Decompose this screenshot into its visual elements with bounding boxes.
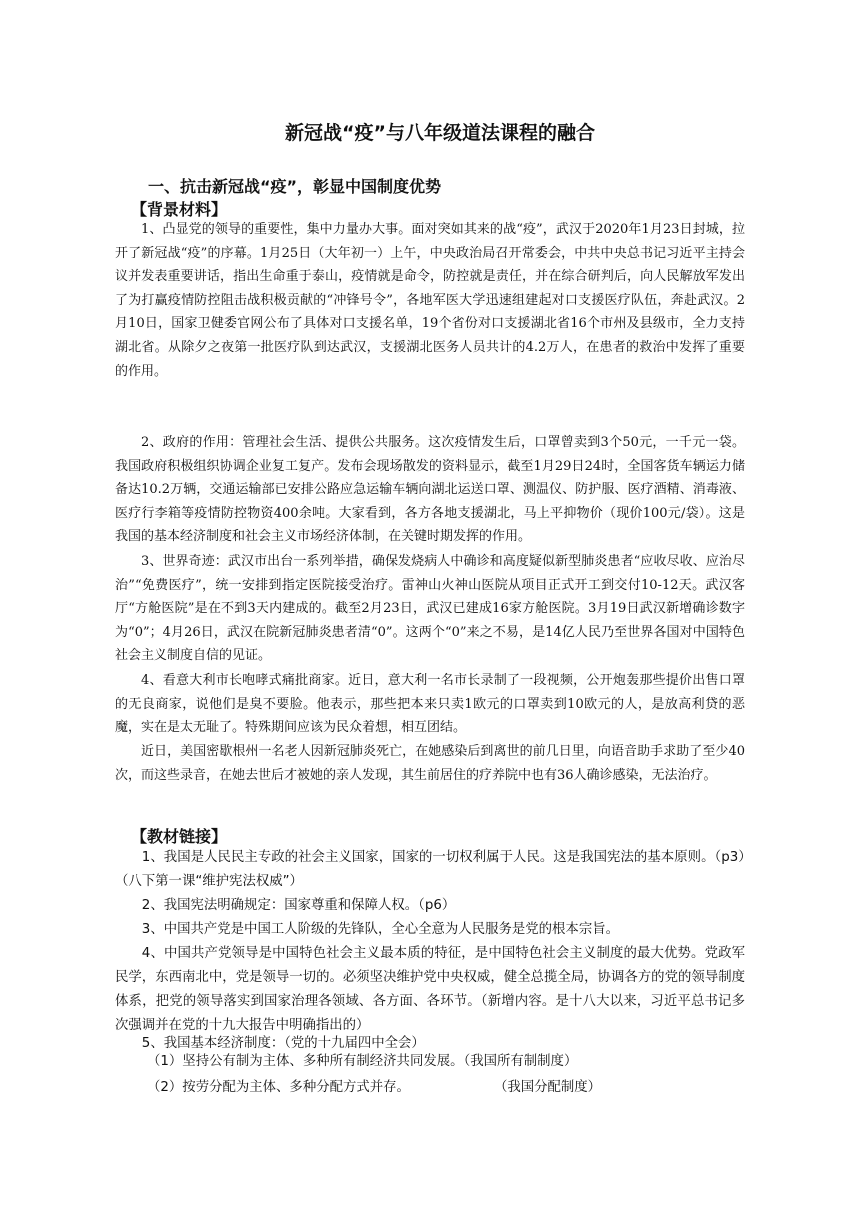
section-heading: 一、抗击新冠战“疫”，彰显中国制度优势 xyxy=(148,177,442,196)
textbook-label: 【教材链接】 xyxy=(131,827,228,846)
page-title: 新冠战“疫”与八年级道法课程的融合 xyxy=(285,122,595,144)
textbook-item-2: 2、我国宪法明确规定：国家尊重和保障人权。（p6） xyxy=(141,898,456,913)
textbook-item-3: 3、中国共产党是中国工人阶级的先锋队，全心全意为人民服务是党的根本宗旨。 xyxy=(141,922,619,937)
econ-item-2-note: （我国分配制度） xyxy=(493,1080,602,1095)
background-paragraph-4: 4、看意大利市长咆哮式痛批商家。近日，意大利一名市长录制了一段视频，公开炮轰那些提价出售口罩的无良商家，说他们是臭不要脸。他表示，那些把本来只卖1欧元的口罩卖到10欧元的人，是放高利贷的恶魔，实在是太无耻了。特殊期间应该为民众着想，相互团结。 xyxy=(115,673,745,736)
textbook-item-1: 1、我国是人民民主专政的社会主义国家，国家的一切权利属于人民。这是我国宪法的基本原则。（p3）（八下第一课“维护宪法权威”） xyxy=(115,850,745,889)
background-paragraph-1: 1、凸显党的领导的重要性，集中力量办大事。面对突如其来的战“疫”，武汉于2020年1月23日封城，拉开了新冠战“疫”的序幕。1月25日（大年初一）上午，中央政治局召开常委会，中共中央总书记习近平主持会议并发表重要讲话，指出生命重于泰山，疫情就是命令，防控就是责任，并在综合研判后，向人民解放军发出了为打赢疫情防控阻击战积极贡献的“冲锋号令”，各地军医大学迅速组建起对口支援医疗队伍，奔赴武汉。2月10日，国家卫健委官网公布了具体对口支援名单，19个省份对口支援湖北省16个市州及县级市，全力支持湖北省。从除夕之夜第一批医疗队到达武汉，支援湖北医务人员共计的4.2万人，在患者的救治中发挥了重要的作用。 xyxy=(115,222,745,379)
background-paragraph-2: 2、政府的作用：管理社会生活、提供公共服务。这次疫情发生后，口罩曾卖到3个50元，一千元一袋。我国政府积极组织协调企业复工复产。发布会现场散发的资料显示，截至1月29日24时，全国客货车辆运力储备达10.2万辆，交通运输部已安排公路应急运输车辆向湖北运送口罩、测温仪、防护服、医疗酒精、消毒液、医疗行李箱等疫情防控物资400余吨。大家看到，各方各地支援湖北，马上平抑物价（现价100元/袋）。这是我国的基本经济制度和社会主义市场经济体制，在关键时期发挥的作用。 xyxy=(115,435,745,545)
econ-item-2-text: （2）按劳分配为主体、多种分配方式并存。 xyxy=(147,1080,410,1095)
background-label: 【背景材料】 xyxy=(131,200,228,219)
econ-item-1-note: （我国所有制制度） xyxy=(463,1054,578,1069)
textbook-item-5: 5、我国基本经济制度：（党的十九届四中全会） xyxy=(141,1036,425,1051)
econ-item-1 xyxy=(147,1050,577,1069)
econ-item-2 xyxy=(147,1076,601,1095)
econ-item-1-text: （1）坚持公有制为主体、多种所有制经济共同发展。 xyxy=(147,1054,464,1069)
textbook-item-4: 4、中国共产党领导是中国特色社会主义最本质的特征，是中国特色社会主义制度的最大优势。党政军民学，东西南北中，党是领导一切的。必须坚决维护党中央权威，健全总揽全局，协调各方的党的领导制度体系，把党的领导落实到国家治理各领域、各方面、各环节。（新增内容。是十八大以来，习近平总书记多次强调并在党的十九大报告中明确指出的） xyxy=(115,946,745,1033)
background-paragraph-3: 3、世界奇迹：武汉市出台一系列举措，确保发烧病人中确诊和高度疑似新型肺炎患者“应收尽收、应治尽治”“免费医疗”，统一安排到指定医院接受治疗。雷神山火神山医院从项目正式开工到交付10-12天。武汉客厅“方舱医院”是在不到3天内建成的。截至2月23日，武汉已建成16家方舱医院。3月19日武汉新增确诊数字为“0”；4月26日，武汉在院新冠肺炎患者清“0”。这两个“0”来之不易，是14亿人民乃至世界各国对中国特色社会主义制度自信的见证。 xyxy=(115,554,745,664)
background-paragraph-5: 近日，美国密歇根州一名老人因新冠肺炎死亡，在她感染后到离世的前几日里，向语音助手求助了至少40次，而这些录音，在她去世后才被她的亲人发现，其生前居住的疗养院中也有36人确诊感染，无法治疗。 xyxy=(115,744,745,783)
